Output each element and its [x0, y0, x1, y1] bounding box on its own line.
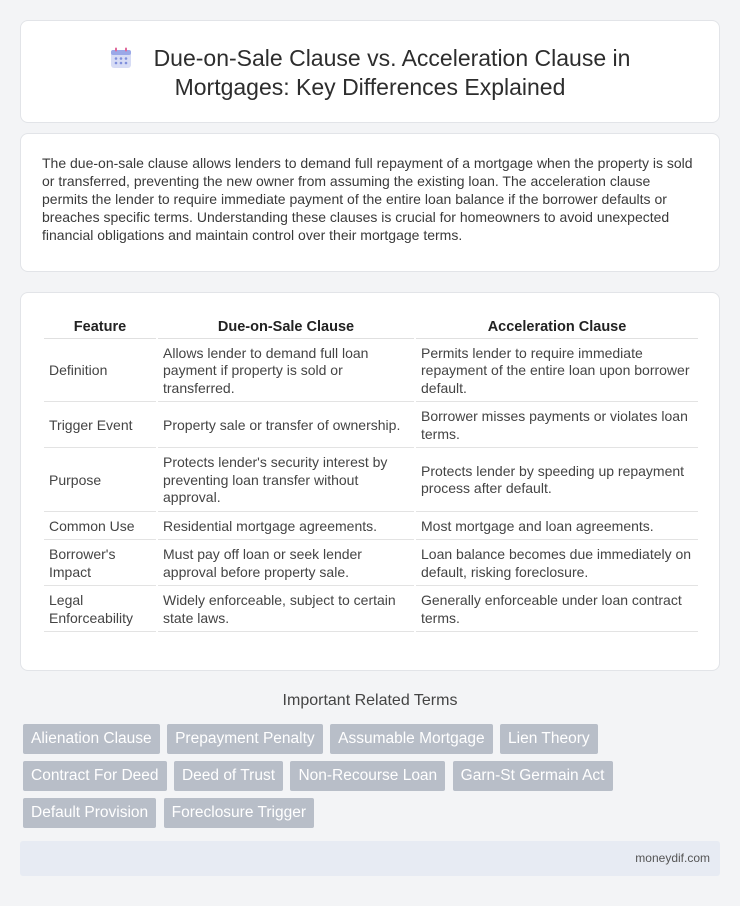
table-header-row: [44, 316, 698, 339]
calendar-icon: [110, 47, 132, 69]
tag-default-provision[interactable]: Default Provision: [23, 798, 156, 828]
row-feature: Borrower's Impact: [44, 542, 156, 586]
header-feature: Feature: [44, 316, 156, 339]
footer: [20, 841, 720, 876]
row-feature: Definition: [44, 341, 156, 403]
header-card: [20, 20, 720, 123]
row-due-on-sale: Residential mortgage agreements.: [158, 514, 414, 541]
table-row: [44, 341, 698, 403]
row-feature: Legal Enforceability: [44, 588, 156, 632]
row-due-on-sale: Property sale or transfer of ownership.: [158, 404, 414, 448]
title-line-1: Due-on-Sale Clause vs. Acceleration Clause in: [153, 45, 631, 71]
title-line-2: Mortgages: Key Differences Explained: [174, 74, 566, 100]
related-terms-title: Important Related Terms: [282, 692, 458, 709]
footer-site[interactable]: moneydif.com: [635, 851, 710, 865]
table-row: [44, 514, 698, 541]
tag-deed-of-trust[interactable]: Deed of Trust: [174, 761, 283, 791]
row-feature: Trigger Event: [44, 404, 156, 448]
row-feature: Common Use: [44, 514, 156, 541]
tag-alienation-clause[interactable]: Alienation Clause: [23, 724, 160, 754]
row-acceleration: Protects lender by speeding up repayment process after default.: [416, 450, 698, 512]
tag-prepayment-penalty[interactable]: Prepayment Penalty: [167, 724, 323, 754]
table-row: [44, 450, 698, 512]
header-due-on-sale: Due-on-Sale Clause: [158, 316, 414, 339]
related-terms-list: [23, 724, 623, 835]
tag-non-recourse-loan[interactable]: Non-Recourse Loan: [290, 761, 445, 791]
header-acceleration: Acceleration Clause: [416, 316, 698, 339]
table-row: [44, 404, 698, 448]
tag-assumable-mortgage[interactable]: Assumable Mortgage: [330, 724, 492, 754]
table-row: [44, 588, 698, 632]
row-feature: Purpose: [44, 450, 156, 512]
tag-contract-for-deed[interactable]: Contract For Deed: [23, 761, 167, 791]
tag-garn-st-germain-act[interactable]: Garn-St Germain Act: [453, 761, 613, 791]
intro-text: The due-on-sale clause allows lenders to demand full repayment of a mortgage when the property is sold or transferred, preventing the new owner from assuming the existing loan. The acceleration clause permits the lender to require immediate payment of the entire loan balance if the borrower defaults or breaches specific terms. Understanding these clauses is crucial for homeowners to avoid unexpected financial obligations and maintain control over their mortgage terms.: [42, 155, 693, 243]
page-title: [21, 44, 719, 102]
comparison-table: [42, 314, 700, 634]
row-acceleration: Generally enforceable under loan contract terms.: [416, 588, 698, 632]
row-acceleration: Loan balance becomes due immediately on default, risking foreclosure.: [416, 542, 698, 586]
row-acceleration: Most mortgage and loan agreements.: [416, 514, 698, 541]
comparison-table-card: [20, 292, 720, 671]
tag-foreclosure-trigger[interactable]: Foreclosure Trigger: [164, 798, 314, 828]
row-due-on-sale: Must pay off loan or seek lender approval before property sale.: [158, 542, 414, 586]
tag-lien-theory[interactable]: Lien Theory: [500, 724, 598, 754]
row-acceleration: Borrower misses payments or violates loan terms.: [416, 404, 698, 448]
table-row: [44, 542, 698, 586]
row-due-on-sale: Allows lender to demand full loan payment if property is sold or transferred.: [158, 341, 414, 403]
row-acceleration: Permits lender to require immediate repayment of the entire loan upon borrower default.: [416, 341, 698, 403]
row-due-on-sale: Protects lender's security interest by preventing loan transfer without approval.: [158, 450, 414, 512]
intro-card: [20, 133, 720, 272]
row-due-on-sale: Widely enforceable, subject to certain state laws.: [158, 588, 414, 632]
